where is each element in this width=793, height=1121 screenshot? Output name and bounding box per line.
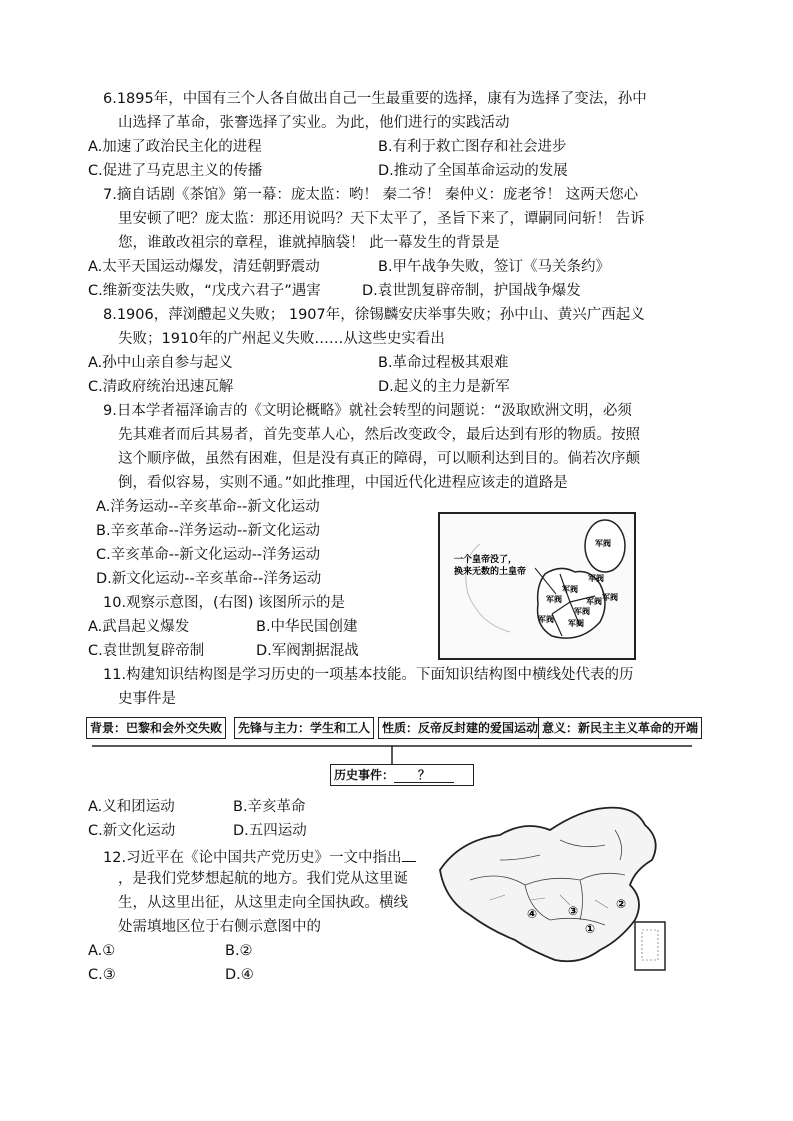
structure-box-background: 背景：巴黎和会外交失败 [86, 717, 226, 739]
q12-option-d: D.④ [225, 967, 254, 983]
q12-stem-line1 [103, 846, 416, 867]
q7-option-b: B.甲午战争失败，签订《马关条约》 [378, 259, 611, 275]
q8-option-a: A.孙中山亲自参与起义 [88, 355, 233, 371]
q7-stem-line2: 里安顿了吧？庞太监：那还用说吗？天下太平了，圣旨下来了，谭嗣同问斩！ 告诉 [118, 211, 645, 227]
cartoon-caption-line1: 一个皇帝没了， [454, 555, 518, 565]
q7-option-a: A.太平天国运动爆发，清廷朝野震动 [88, 259, 320, 275]
warlord-cartoon-figure [438, 512, 636, 660]
q6-option-d: D.推动了全国革命运动的发展 [378, 163, 568, 179]
knowledge-structure-diagram [86, 712, 698, 792]
south-china-sea-inset [635, 922, 665, 970]
q8-option-b: B.革命过程极其艰难 [378, 355, 509, 371]
q11-stem-line2: 史事件是 [118, 691, 176, 707]
region-label-9: 军阀 [568, 619, 584, 628]
region-label-3: 军阀 [562, 585, 578, 594]
q8-option-c: C.清政府统治迅速瓦解 [88, 379, 234, 395]
region-label-4: 军阀 [586, 597, 602, 606]
q8-option-d: D.起义的主力是新军 [378, 379, 510, 395]
q10-option-a: A.武昌起义爆发 [88, 619, 190, 635]
q12-stem-line4: 处需填地区位于右侧示意图中的 [118, 919, 321, 935]
q8-stem-line2: 失败；1910年的广州起义失败……从这些史实看出 [118, 331, 445, 347]
q9-stem-line2: 先其难者而后其易者，首先变革人心，然后改变政令，最后达到有形的物质。按照 [118, 427, 640, 443]
q9-option-d: D.新文化运动--辛亥革命--洋务运动 [96, 571, 322, 587]
q11-option-d: D.五四运动 [233, 823, 307, 839]
q9-stem-line1: 9.日本学者福泽谕吉的《文明论概略》就社会转型的问题说：“汲取欧洲文明，必须 [103, 403, 632, 419]
q9-stem-line3: 这个顺序做，虽然有困难，但是没有真正的障碍，可以顺利达到目的。倘若次序颠 [118, 451, 640, 467]
q12-answer-blank [402, 846, 416, 862]
region-label-1: 军阀 [595, 539, 611, 548]
region-label-7: 军阀 [602, 593, 618, 602]
q11-option-a: A.义和团运动 [88, 799, 175, 815]
map-marker-3: ③ [568, 904, 579, 918]
q8-stem-line1: 8.1906，萍浏醴起义失败； 1907年，徐锡麟安庆举事失败；孙中山、黄兴广西起义 [103, 307, 645, 323]
map-marker-2: ② [616, 897, 627, 911]
china-map-drawing [430, 800, 675, 980]
q12-stem-line2: ，是我们党梦想起航的地方。我们党从这里诞 [118, 871, 408, 887]
region-label-5: 军阀 [574, 607, 590, 616]
q6-option-b: B.有利于救亡图存和社会进步 [378, 139, 567, 155]
q6-option-c: C.促进了马克思主义的传播 [88, 163, 263, 179]
q11-option-c: C.新文化运动 [88, 823, 176, 839]
q12-option-b: B.② [225, 943, 253, 959]
region-label-6: 军阀 [546, 595, 562, 604]
q11-stem-line1: 11.构建知识结构图是学习历史的一项基本技能。下面知识结构图中横线处代表的历 [103, 667, 634, 683]
q12-stem-line3: 生，从这里出征，从这里走向全国执政。横线 [118, 895, 408, 911]
q10-option-c: C.袁世凯复辟帝制 [88, 643, 205, 659]
q6-stem-line1: 6.1895年，中国有三个人各自做出自己一生最重要的选择，康有为选择了变法，孙中 [103, 91, 647, 107]
structure-box-significance: 意义：新民主主义革命的开端 [538, 717, 702, 739]
q7-option-c: C.维新变法失败，“戊戌六君子”遇害 [88, 283, 321, 299]
china-map-figure [430, 800, 675, 980]
structure-box-vanguard: 先锋与主力：学生和工人 [234, 717, 374, 739]
q12-option-a: A.① [88, 943, 116, 959]
q7-option-d: D.袁世凯复辟帝制，护国战争爆发 [362, 283, 581, 299]
cartoon-caption-line2: 换来无数的土皇帝 [454, 567, 527, 577]
q9-option-b: B.辛亥革命--洋务运动--新文化运动 [96, 523, 320, 539]
q10-stem: 10.观察示意图，(右图) 该图所示的是 [103, 595, 345, 611]
map-marker-1: ① [585, 922, 596, 936]
q10-option-b: B.中华民国创建 [256, 619, 358, 635]
map-marker-4: ④ [527, 907, 538, 921]
q9-stem-line4: 倒，看似容易，实则不通。”如此推理，中国近代化进程应该走的道路是 [118, 475, 568, 491]
q6-option-a: A.加速了政治民主化的进程 [88, 139, 262, 155]
q6-stem-line2: 山选择了革命，张謇选择了实业。为此，他们进行的实践活动 [118, 115, 510, 131]
structure-box-nature: 性质：反帝反封建的爱国运动 [378, 717, 542, 739]
q7-stem-line3: 您，谁敢改祖宗的章程，谁就掉脑袋！ 此一幕发生的背景是 [118, 235, 500, 251]
q12-option-c: C.③ [88, 967, 116, 983]
q12-stem-text: 12.习近平在《论中国共产党历史》一文中指出 [103, 850, 402, 866]
q7-stem-line1: 7.摘自话剧《茶馆》第一幕：庞太监：哟！ 秦二爷！ 秦仲义：庞老爷！ 这两天您心 [103, 187, 639, 203]
region-label-2: 军阀 [588, 574, 604, 583]
q9-option-c: C.辛亥革命--新文化运动--洋务运动 [96, 547, 321, 563]
warlord-cartoon-drawing [440, 514, 634, 658]
q10-option-d: D.军阀割据混战 [256, 643, 359, 659]
region-label-8: 军阀 [538, 615, 554, 624]
historical-event-label: 历史事件： [334, 768, 395, 782]
q9-option-a: A.洋务运动--辛亥革命--新文化运动 [96, 499, 320, 515]
historical-event-blank: ？ [394, 768, 454, 783]
historical-event-box [330, 764, 474, 786]
q11-option-b: B.辛亥革命 [233, 799, 306, 815]
